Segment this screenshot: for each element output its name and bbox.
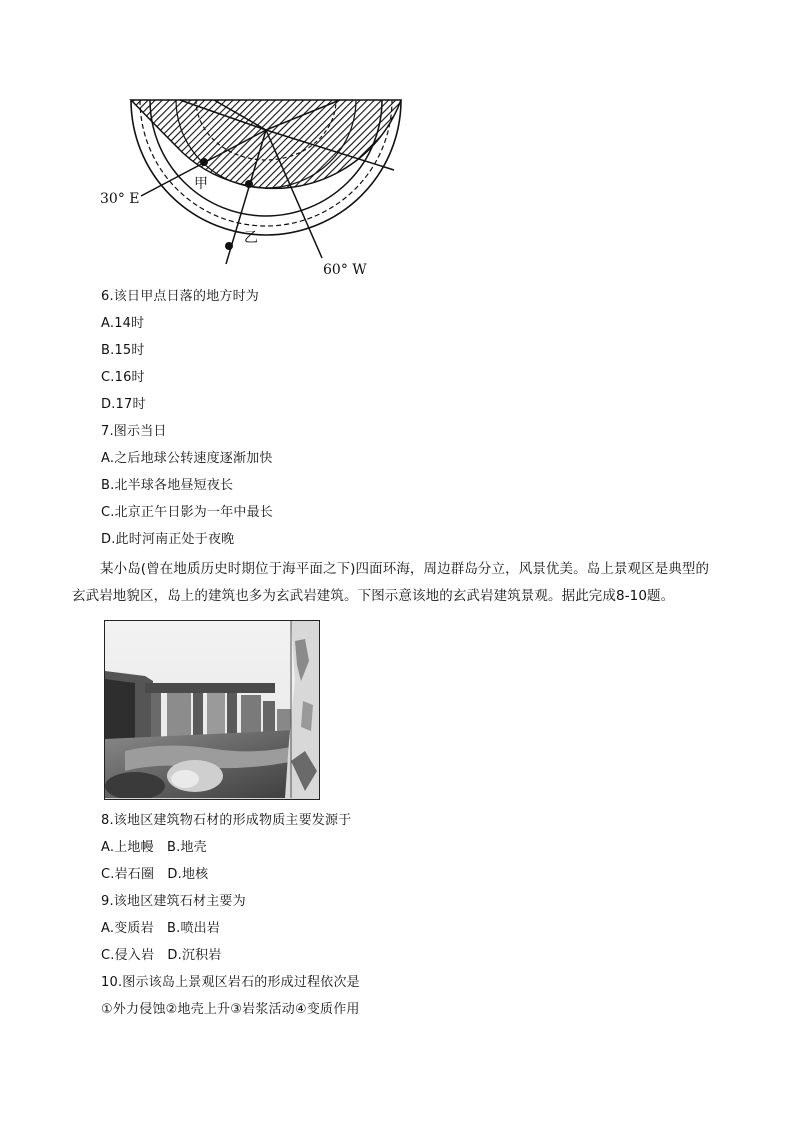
label-jia: 甲 (194, 176, 208, 192)
q8-stem: 8.该地区建筑物石材的形成物质主要发源于 (101, 813, 352, 828)
point-jia-terminator (245, 180, 253, 188)
q6-option-d: D.17时 (101, 397, 146, 412)
point-yi (225, 242, 233, 250)
q6-stem: 6.该日甲点日落的地方时为 (101, 289, 260, 304)
q7-option-a: A.之后地球公转速度逐渐加快 (101, 451, 273, 466)
q10-stem: 10.图示该岛上景观区岩石的形成过程依次是 (101, 975, 360, 990)
q6-option-a: A.14时 (101, 316, 145, 331)
q8-options-row2: C.岩石圈 D.地核 (101, 867, 209, 882)
night-area (131, 100, 401, 188)
q6-option-b: B.15时 (101, 343, 145, 358)
q9-options-row2: C.侵入岩 D.沉积岩 (101, 948, 222, 963)
point-jia (200, 158, 208, 166)
polar-projection-diagram (96, 96, 408, 280)
label-60w: 60° W (323, 262, 367, 278)
photo-drawing (105, 621, 318, 798)
q6-option-c: C.16时 (101, 370, 145, 385)
q7-option-d: D.此时河南正处于夜晚 (101, 532, 235, 547)
q9-stem: 9.该地区建筑石材主要为 (101, 894, 246, 909)
q7-stem: 7.图示当日 (101, 424, 167, 439)
q8-options-row1: A.上地幔 B.地壳 (101, 840, 207, 855)
q7-option-b: B.北半球各地昼短夜长 (101, 478, 234, 493)
q9-options-row1: A.变质岩 B.喷出岩 (101, 921, 221, 936)
passage-text: 某小岛(曾在地质历史时期位于海平面之下)四面环海，周边群岛分立，风景优美。岛上景观区是典型的玄武岩地貌区，岛上的建筑也多为玄武岩建筑。下图示意该地的玄武岩建筑景观。据此完成8-10题。 (72, 561, 710, 604)
label-30e: 30° E (100, 191, 140, 207)
basalt-building-photo (104, 620, 320, 800)
label-yi: 乙 (244, 230, 258, 246)
q10-options-row1: ①外力侵蚀②地壳上升③岩浆活动④变质作用 (101, 1002, 360, 1017)
q7-option-c: C.北京正午日影为一年中最长 (101, 505, 274, 520)
